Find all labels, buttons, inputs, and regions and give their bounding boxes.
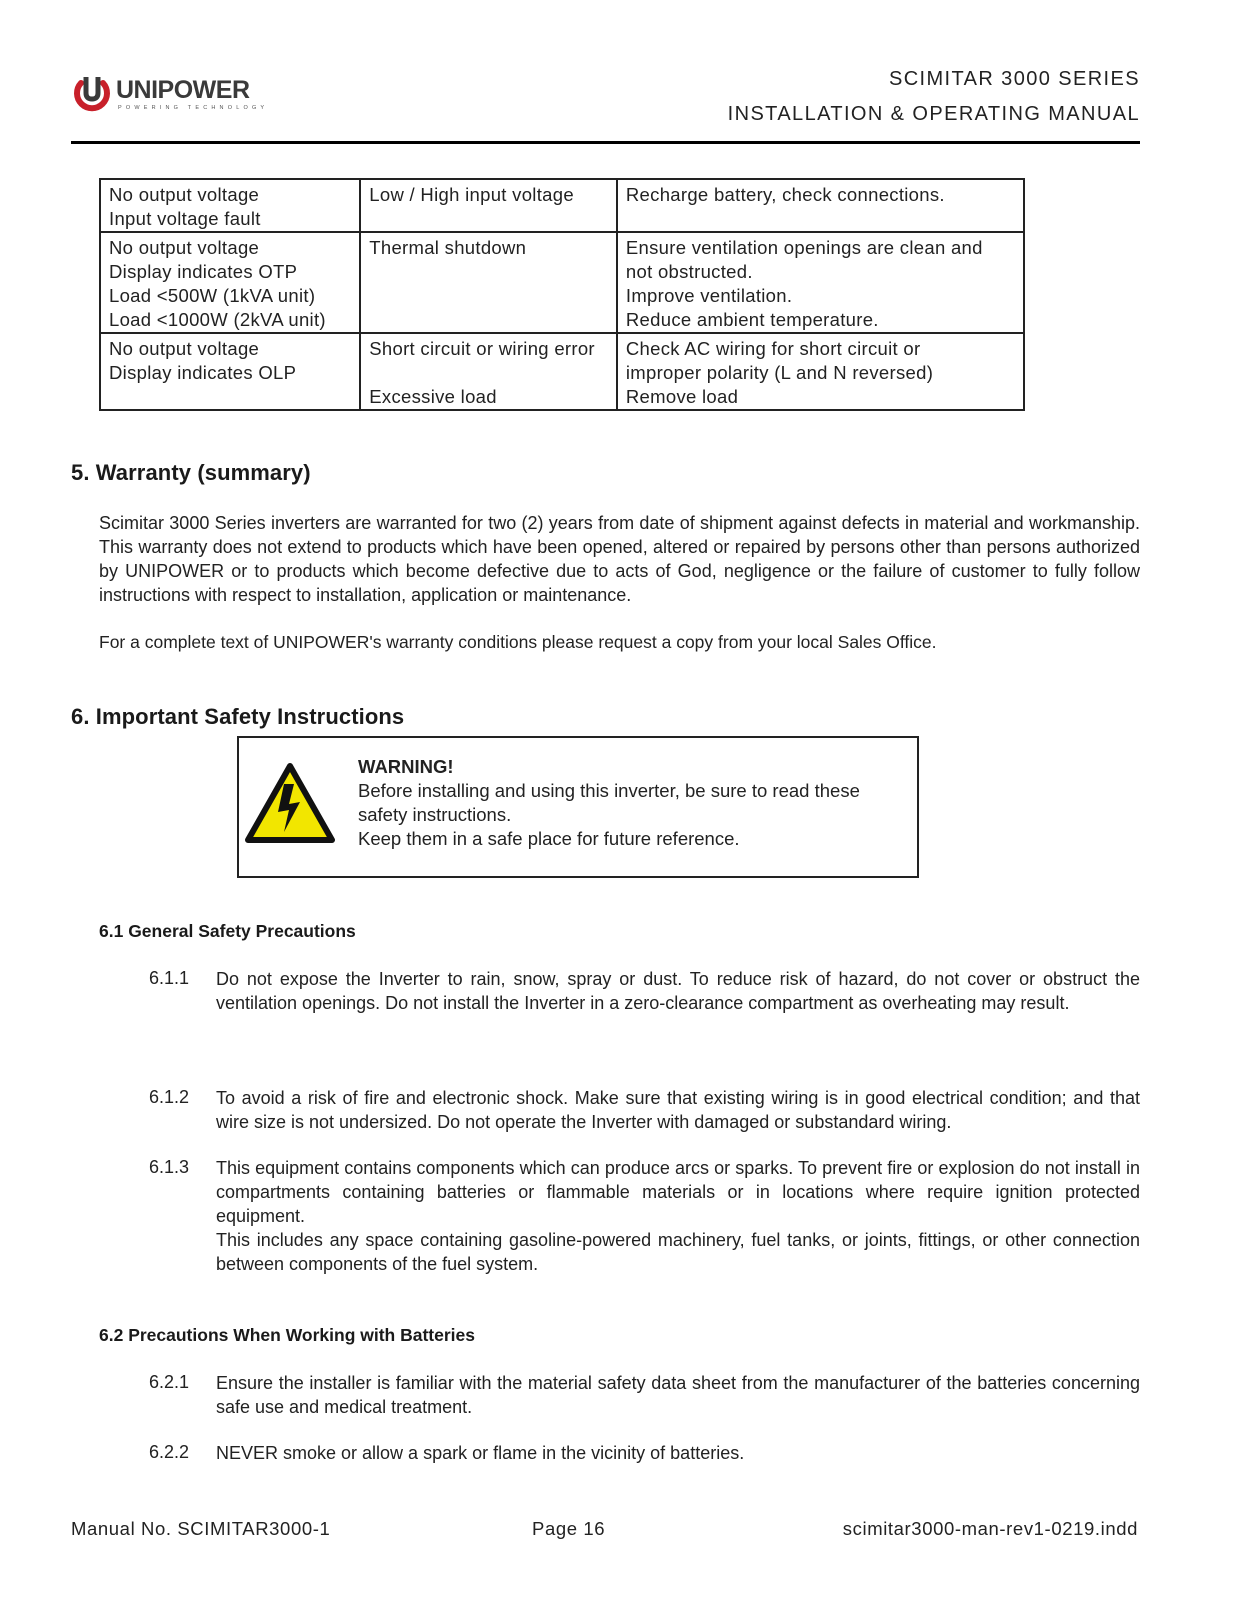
item-text: To avoid a risk of fire and electronic shock. Make sure that existing wiring is in good electrical condition; and that wire size is not undersized. Do not operate the Inverter with damaged or substandard wiring. (216, 1088, 1140, 1132)
table-cell-cause (360, 232, 617, 333)
footer-page-number: Page 16 (532, 1518, 606, 1539)
battery-precautions-heading: 6.2 Precautions When Working with Batteries (99, 1325, 476, 1345)
header-manual-title: INSTALLATION & OPERATING MANUAL (727, 103, 1140, 125)
general-precautions-heading: 6.1 General Safety Precautions (99, 921, 356, 941)
cell-line: Display indicates OTP (109, 261, 298, 282)
cell-line: Display indicates OLP (109, 362, 297, 383)
warning-line: Keep them in a safe place for future reference. (358, 828, 740, 849)
cell-line: Low / High input voltage (369, 184, 574, 205)
table-cell-symptom (100, 232, 360, 333)
cell-spacer (369, 361, 608, 385)
item-text-part: This equipment contains components which can produce arcs or sparks. To prevent fire or explosion do not install in compartments containing batteries or flammable materials or in locations where require ignition protected equipment. (216, 1158, 1140, 1226)
warning-line: safety instructions. (358, 804, 512, 825)
table-cell-cause (360, 333, 617, 410)
cell-line: Short circuit or wiring error (369, 338, 595, 359)
table-cell-remedy (617, 333, 1024, 410)
logo-tagline: POWERING TECHNOLOGY (118, 105, 269, 111)
footer-filename: scimitar3000-man-rev1-0219.indd (842, 1518, 1138, 1539)
warranty-note: For a complete text of UNIPOWER's warranty conditions please request a copy from your local Sales Office. (99, 632, 937, 652)
table-cell-remedy (617, 179, 1024, 232)
high-voltage-warning-icon (244, 762, 336, 846)
cell-line: Thermal shutdown (369, 237, 527, 258)
cell-line: Excessive load (369, 386, 497, 407)
cell-line: Remove load (625, 386, 739, 407)
cell-line: No output voltage (109, 338, 260, 359)
item-text (216, 1156, 1140, 1276)
warning-box (237, 736, 919, 878)
troubleshooting-table (99, 178, 1025, 411)
warranty-paragraph: Scimitar 3000 Series inverters are warranted for two (2) years from date of shipment against defects in material and workmanship. This warranty does not extend to products which have been opened, altered or repaired by persons other than persons authorized by UNIPOWER or to products which become defective due to acts of God, negligence or the failure of customer to fully follow instructions with respect to installation, application or maintenance. (99, 513, 1140, 605)
item-number: 6.2.2 (149, 1442, 190, 1462)
footer-manual-number: Manual No. SCIMITAR3000-1 (71, 1518, 331, 1539)
unipower-logo (72, 74, 272, 118)
item-text-part: This includes any space containing gasoline-powered machinery, fuel tanks, or joints, fittings, or other connection between components of the fuel system. (216, 1230, 1140, 1274)
table-row (100, 333, 1024, 410)
item-text: Do not expose the Inverter to rain, snow, spray or dust. To reduce risk of hazard, do not cover or obstruct the ventilation openings. Do not install the Inverter in a zero-clearance compartment as overheating may result. (216, 969, 1140, 1013)
cell-line: Load <500W (1kVA unit) (109, 285, 316, 306)
item-number: 6.1.3 (149, 1157, 190, 1177)
table-row (100, 179, 1024, 232)
cell-line: No output voltage (109, 184, 260, 205)
cell-line: No output voltage (109, 237, 260, 258)
table-cell-remedy (617, 232, 1024, 333)
safety-heading: 6. Important Safety Instructions (71, 704, 405, 729)
warranty-heading: 5. Warranty (summary) (71, 460, 311, 485)
table-row (100, 232, 1024, 333)
table-cell-symptom (100, 179, 360, 232)
warning-text (358, 755, 860, 851)
item-text: Ensure the installer is familiar with the material safety data sheet from the manufacturer of the batteries concerning safe use and medical treatment. (216, 1373, 1140, 1417)
cell-line: Load <1000W (2kVA unit) (109, 309, 326, 330)
item-number: 6.1.1 (149, 968, 190, 988)
cell-line: Input voltage fault (109, 208, 261, 229)
cell-line: Improve ventilation. (625, 285, 793, 306)
cell-line: Recharge battery, check connections. (625, 184, 945, 205)
power-symbol-icon (72, 74, 112, 114)
header-rule (71, 141, 1140, 144)
header-series: SCIMITAR 3000 SERIES (888, 68, 1140, 90)
table-cell-symptom (100, 333, 360, 410)
cell-line: Reduce ambient temperature. (625, 309, 879, 330)
logo-wordmark: UNIPOWER (116, 76, 250, 104)
item-text: NEVER smoke or allow a spark or flame in the vicinity of batteries. (216, 1443, 745, 1463)
warning-line: Before installing and using this inverter, be sure to read these (358, 780, 860, 801)
table-cell-cause (360, 179, 617, 232)
cell-line: improper polarity (L and N reversed) (625, 362, 934, 383)
item-number: 6.1.2 (149, 1087, 190, 1107)
cell-line: not obstructed. (625, 261, 753, 282)
cell-line: Check AC wiring for short circuit or (625, 338, 921, 359)
warning-title: WARNING! (358, 756, 454, 777)
item-number: 6.2.1 (149, 1372, 190, 1392)
cell-line: Ensure ventilation openings are clean and (625, 237, 983, 258)
